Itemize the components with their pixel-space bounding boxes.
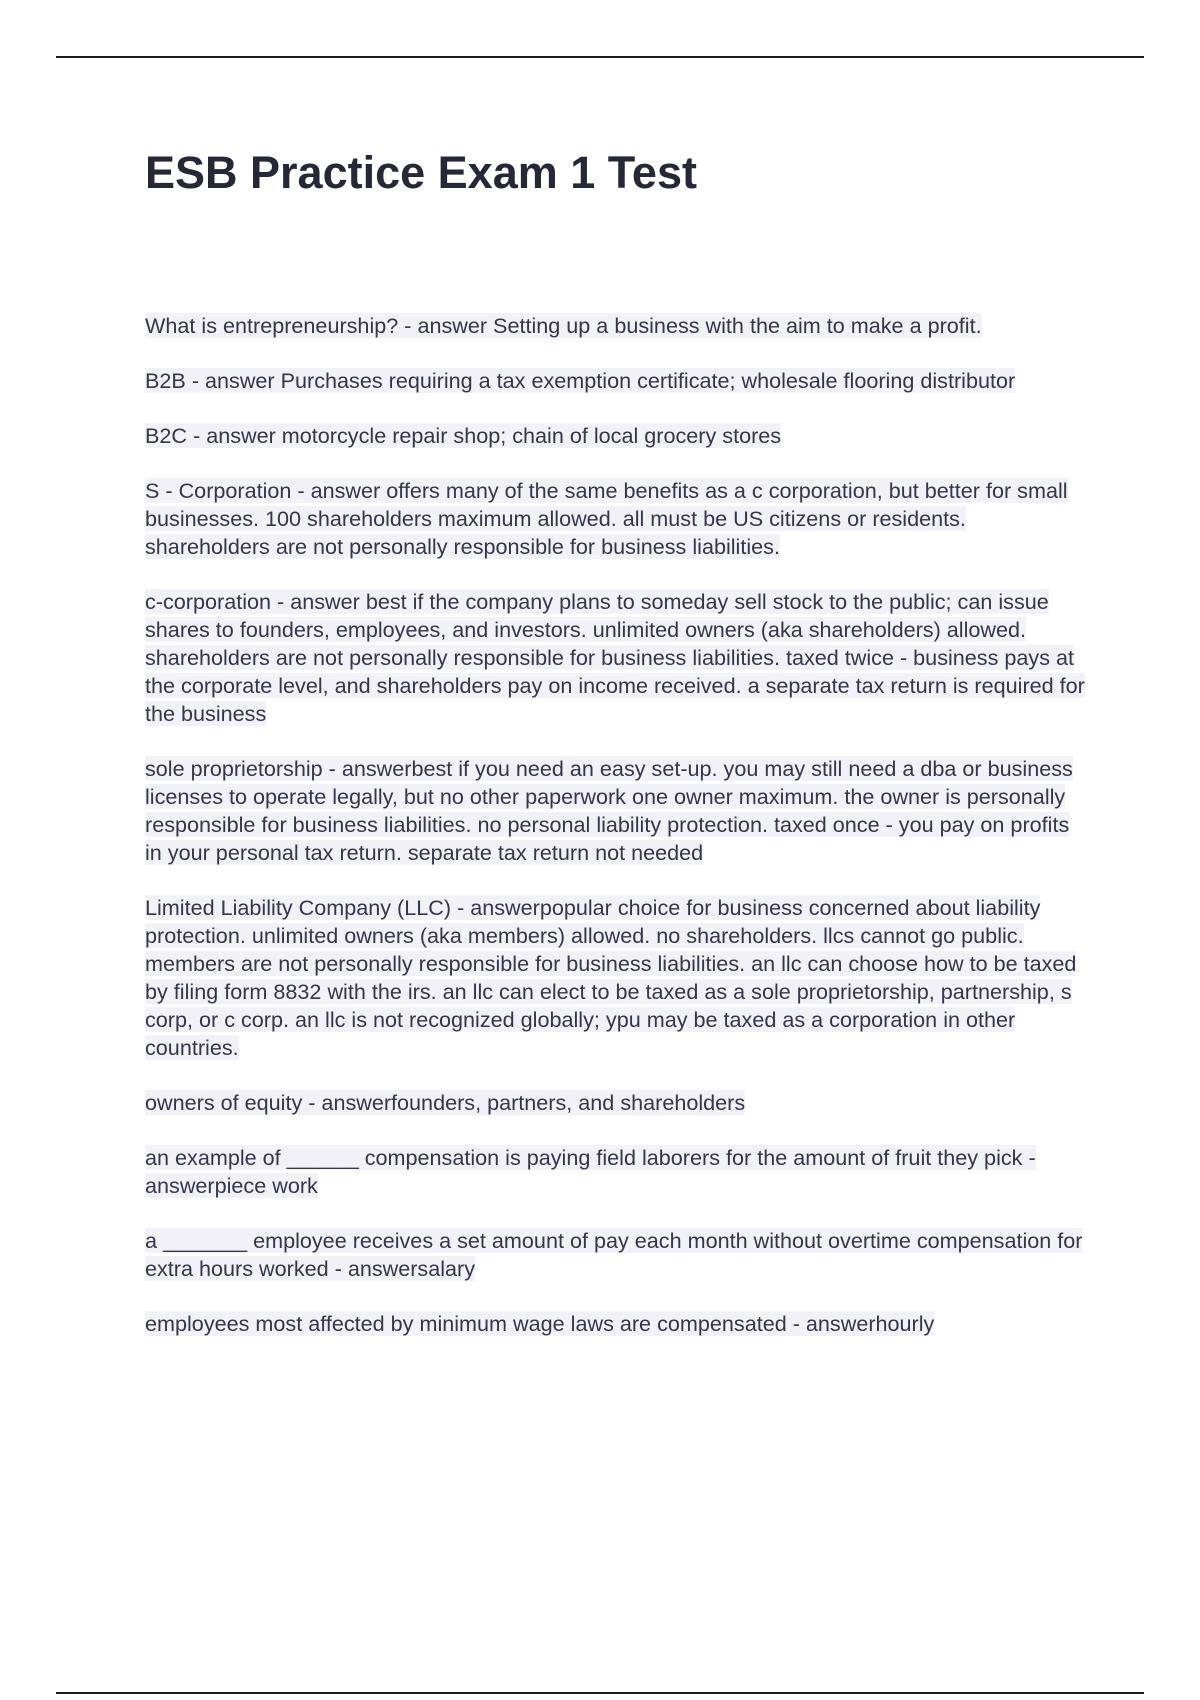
qa-text: What is entrepreneurship? - answer Setting up a business with the aim to make a profit. [145,313,982,338]
qa-item-entrepreneurship [145,312,1087,340]
qa-text: Limited Liability Company (LLC) - answerpopular choice for business concerned about liability protection. unlimited owners (aka members) allowed. no shareholders. llcs cannot go public. members are not personally responsible for business liabilities. an llc can choose how to be taxed by filing form 8832 with the irs. an llc can elect to be taxed as a sole proprietorship, partnership, s corp, or c corp. an llc is not recognized globally; ypu may be taxed as a corporation in other countries. [145,895,1077,1060]
top-divider [56,56,1144,58]
qa-text: sole proprietorship - answerbest if you need an easy set-up. you may still need a dba or business licenses to operate legally, but no other paperwork one owner maximum. the owner is personally responsible for business liabilities. no personal liability protection. taxed once - you pay on profits in your personal tax return. separate tax return not needed [145,756,1073,865]
qa-text: B2C - answer motorcycle repair shop; chain of local grocery stores [145,423,782,448]
qa-item-salary [145,1227,1087,1283]
page-title: ESB Practice Exam 1 Test [145,147,697,198]
qa-text: employees most affected by minimum wage laws are compensated - answerhourly [145,1311,935,1336]
qa-item-hourly [145,1310,1087,1338]
qa-text: an example of ______ compensation is paying field laborers for the amount of fruit they pick - answerpiece work [145,1145,1036,1198]
qa-item-piece-work [145,1144,1087,1200]
qa-item-owners-of-equity [145,1089,1087,1117]
qa-item-c-corporation [145,588,1087,728]
qa-item-b2b [145,367,1087,395]
qa-item-llc [145,894,1087,1062]
qa-text: owners of equity - answerfounders, partners, and shareholders [145,1090,746,1115]
qa-item-sole-proprietorship [145,755,1087,867]
qa-list [145,312,1087,1365]
bottom-divider [56,1692,1144,1694]
qa-text: a _______ employee receives a set amount of pay each month without overtime compensation for extra hours worked - answersalary [145,1228,1083,1281]
qa-item-b2c [145,422,1087,450]
qa-text: c-corporation - answer best if the company plans to someday sell stock to the public; can issue shares to founders, employees, and investors. unlimited owners (aka shareholders) allowed. shareholders are not personally responsible for business liabilities. taxed twice - business pays at the corporate level, and shareholders pay on income received. a separate tax return is required for the business [145,589,1085,726]
qa-text: S - Corporation - answer offers many of the same benefits as a c corporation, but better for small businesses. 100 shareholders maximum allowed. all must be US citizens or residents. shareholders are not personally responsible for business liabilities. [145,478,1068,559]
qa-item-s-corporation [145,477,1087,561]
qa-text: B2B - answer Purchases requiring a tax exemption certificate; wholesale flooring distributor [145,368,1016,393]
